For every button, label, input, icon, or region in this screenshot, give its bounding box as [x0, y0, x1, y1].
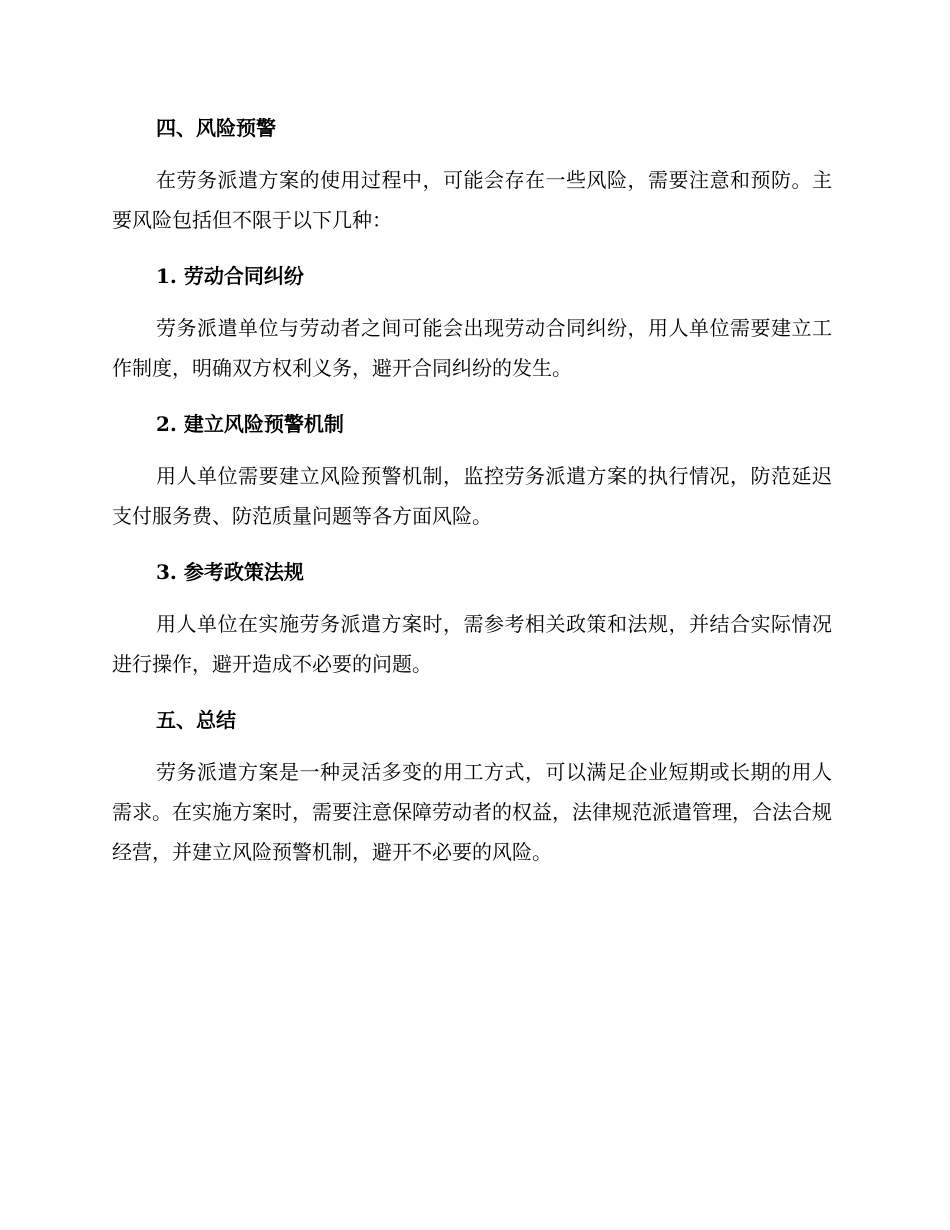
subheading-risk-mechanism: 2. 建立风险预警机制 — [156, 412, 344, 436]
document-page — [112, 106, 832, 886]
paragraph-summary: 劳务派遣方案是一种灵活多变的用工方式，可以满足企业短期或长期的用人需求。在实施方案时，需要注意保障劳动者的权益，法律规范派遣管理，合法合规经营，并建立风险预警机制，避开不必要的风险。 — [112, 760, 832, 864]
paragraph-risk-mechanism: 用人单位需要建立风险预警机制，监控劳务派遣方案的执行情况，防范延迟支付服务费、防范质量问题等各方面风险。 — [112, 464, 832, 528]
paragraph-labor-contract-dispute: 劳务派遣单位与劳动者之间可能会出现劳动合同纠纷，用人单位需要建立工作制度，明确双方权利义务，避开合同纠纷的发生。 — [112, 316, 832, 380]
subheading-labor-contract-dispute: 1. 劳动合同纠纷 — [156, 264, 304, 288]
paragraph-risk-intro: 在劳务派遣方案的使用过程中，可能会存在一些风险，需要注意和预防。主要风险包括但不限于以下几种： — [112, 168, 832, 232]
section-heading-risk-warning: 四、风险预警 — [156, 116, 276, 140]
section-heading-summary: 五、总结 — [156, 708, 236, 732]
subheading-policy-regulations: 3. 参考政策法规 — [156, 560, 304, 584]
paragraph-policy-regulations: 用人单位在实施劳务派遣方案时，需参考相关政策和法规，并结合实际情况进行操作，避开造成不必要的问题。 — [112, 612, 832, 676]
